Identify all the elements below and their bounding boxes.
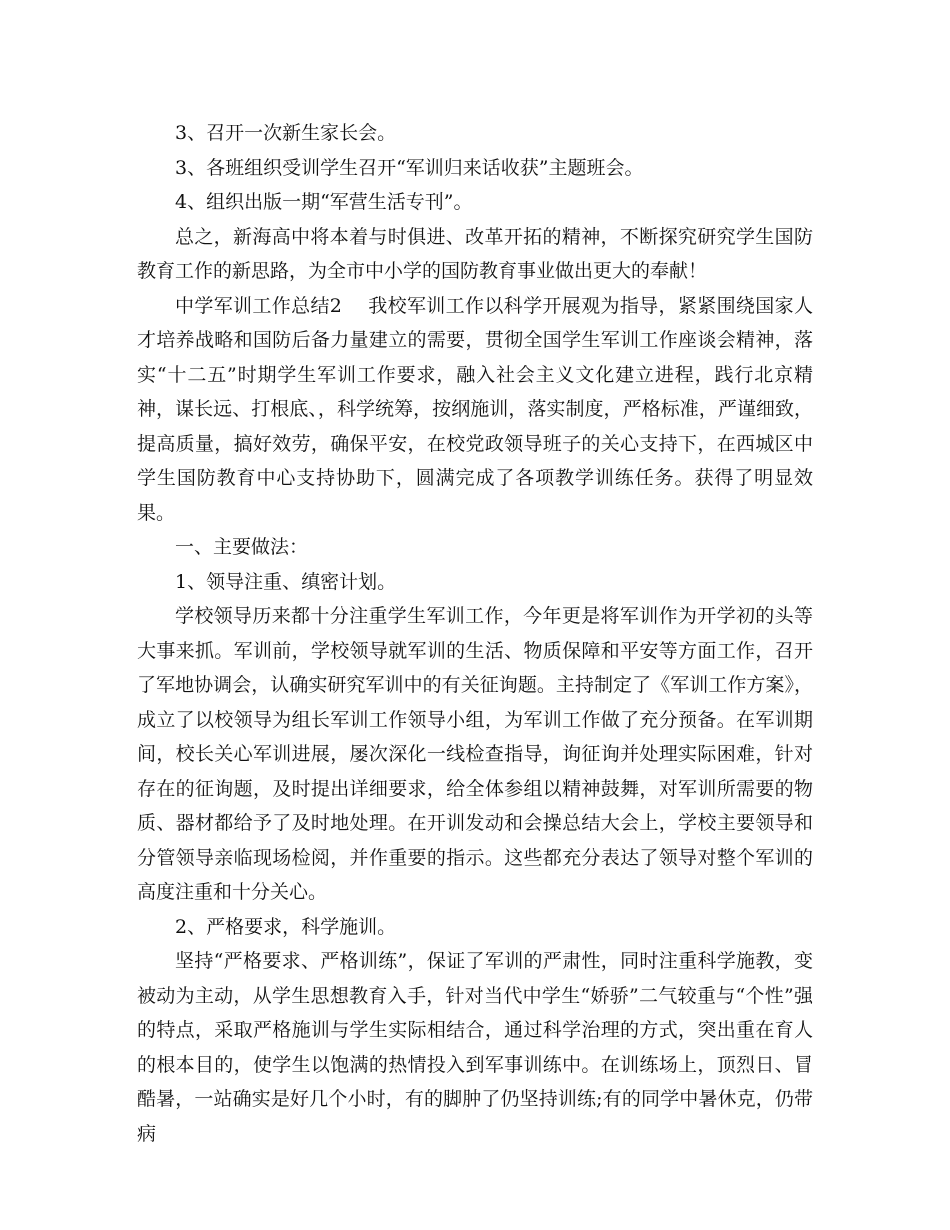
paragraph-leadership-detail: 学校领导历来都十分注重学生军训工作，今年更是将军训作为开学初的头等大事来抓。军训前，学校领导就军训的生活、物质保障和平安等方面工作，召开了军地协调会，认确实研究军训中的有关征询题。主持制定了《军训工作方案》，成立了以校领导为组长军训工作领导小组，为军训工作做了充分预备。在军训期间，校长关心军训进展，屡次深化一线检查指导，询征询并处理实际困难，针对存在的征询题，及时提出详细要求，给全体参组以精神鼓舞，对军训所需要的物质、器材都给予了及时地处理。在开训发动和会操总结大会上，学校主要领导和分管领导亲临现场检阅，并作重要的指示。这些都充分表达了领导对整个军训的高度注重和十分关心。 — [137, 605, 813, 903]
paragraph-strict-training-detail: 坚持“严格要求、严格训练”，保证了军训的严肃性，同时注重科学施教，变被动为主动，从学生思想教育入手，针对当代中学生“娇骄”二气较重与“个性”强的特点，采取严格施训与学生实际相结合，通过科学治理的方式，突出重在育人的根本目的，使学生以饱满的热情投入到军事训练中。在训练场上，顶烈日、冒酷暑，一站确实是好几个小时，有的脚肿了仍坚持训练;有的同学中暑休克，仍带病 — [137, 950, 813, 1145]
summary-heading: 中学军训工作总结2 — [175, 294, 342, 317]
document-body — [137, 116, 813, 1151]
paragraph-class-meeting: 3、各班组织受训学生召开“军训归来话收获”主题班会。 — [175, 156, 644, 179]
section-heading-main-practices: 一、主要做法： — [175, 536, 309, 558]
summary-body: 我校军训工作以科学开展观为指导，紧紧围绕国家人才培养战略和国防后备力量建立的需要，贯彻全国学生军训工作座谈会精神，落实“十二五”时期学生军训工作要求，融入社会主义文化建立进程，践行北京精神，谋长远、打根底、，科学统筹，按纲施训，落实制度，严格标准，严谨细致，提高质量，搞好效劳，确保平安，在校党政领导班子的关心支持下，在西城区中学生国防教育中心支持协助下，圆满完成了各项教学训练任务。获得了明显效果。 — [137, 294, 813, 524]
paragraph-summary-2 — [137, 289, 813, 531]
subheading-leadership: 1、领导注重、缜密计划。 — [175, 570, 397, 593]
subheading-strict-requirements: 2、严格要求，科学施训。 — [175, 915, 397, 938]
paragraph-parent-meeting: 3、召开一次新生家长会。 — [175, 122, 397, 144]
paragraph-special-issue: 4、组织出版一期“军营生活专刊”。 — [175, 191, 473, 213]
paragraph-conclusion: 总之，新海高中将本着与时俱进、改革开拓的精神，不断探究研究学生国防教育工作的新思路，为全市中小学的国防教育事业做出更大的奉献！ — [137, 225, 813, 282]
